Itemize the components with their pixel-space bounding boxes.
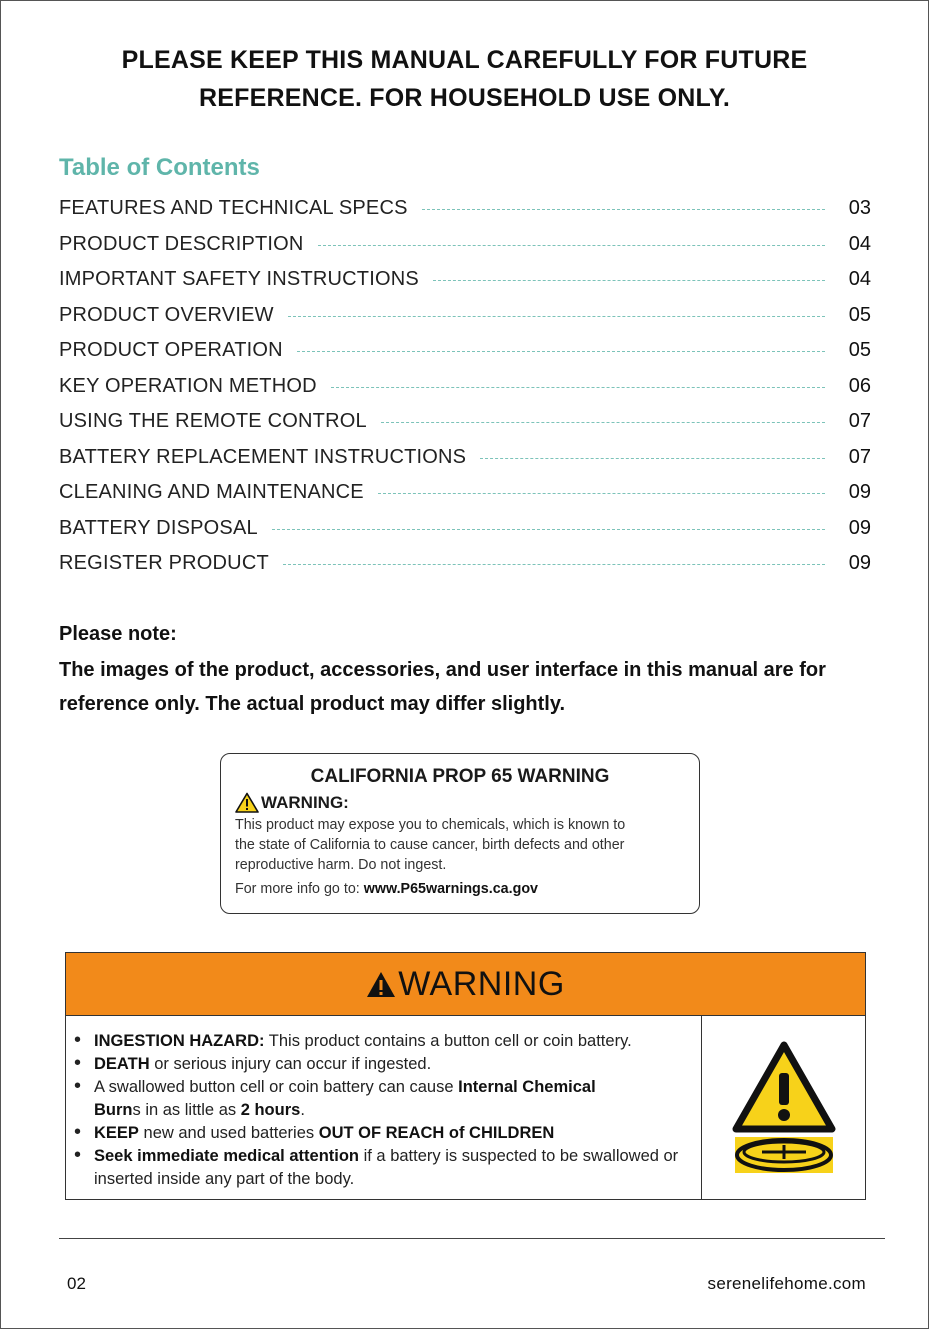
warning-item-bold: Internal Chemical xyxy=(458,1078,596,1096)
warning-item-text: or serious injury can occur if ingested. xyxy=(149,1055,432,1073)
toc-row[interactable] xyxy=(59,262,871,298)
toc-label: PRODUCT DESCRIPTION xyxy=(59,232,304,255)
warning-item-keep xyxy=(72,1122,693,1145)
warning-item-text: . xyxy=(300,1101,305,1119)
table-of-contents xyxy=(59,191,871,582)
prop65-warning-label-row xyxy=(235,792,685,813)
warning-item-text: if a battery is suspected to be swallowed or inserted inside any part of the body. xyxy=(94,1147,679,1188)
warning-item-bold: Seek immediate medical attention xyxy=(94,1147,360,1165)
prop65-more-prefix: For more info go to: xyxy=(235,881,364,897)
toc-row[interactable] xyxy=(59,369,871,405)
warning-item-bold: OUT OF REACH of CHILDREN xyxy=(318,1124,555,1142)
warning-title: WARNING xyxy=(398,964,565,1003)
toc-leader xyxy=(318,245,825,246)
warning-list xyxy=(66,1016,702,1200)
warning-item-bold: Burn xyxy=(94,1101,133,1119)
toc-label: FEATURES AND TECHNICAL SPECS xyxy=(59,197,408,220)
battery-hazard-panel xyxy=(702,1016,865,1200)
prop65-title: CALIFORNIA PROP 65 WARNING xyxy=(310,766,610,787)
toc-label: REGISTER PRODUCT xyxy=(59,552,269,575)
prop65-body-line-1: This product may expose you to chemicals, which is known to xyxy=(235,817,626,833)
toc-leader xyxy=(422,209,825,210)
toc-label: PRODUCT OPERATION xyxy=(59,339,283,362)
footer-divider xyxy=(59,1238,885,1239)
toc-row[interactable] xyxy=(59,404,871,440)
toc-leader xyxy=(272,529,825,530)
warning-item-text: A swallowed button cell or coin battery can cause xyxy=(94,1078,459,1096)
warning-item-bold: DEATH xyxy=(94,1055,150,1073)
toc-leader xyxy=(288,316,825,317)
toc-row[interactable] xyxy=(59,440,871,476)
toc-page-number: 06 xyxy=(848,374,871,397)
toc-page-number: 09 xyxy=(848,552,871,575)
prop65-warning-label: WARNING: xyxy=(261,792,349,812)
toc-leader xyxy=(331,387,825,388)
warning-item-text: s in as little as xyxy=(132,1101,241,1119)
warning-item-medical xyxy=(72,1145,693,1191)
toc-leader xyxy=(433,280,825,281)
battery-hazard-icon xyxy=(732,1041,836,1175)
note-line-1: The images of the product, accessories, and user interface in this manual are for xyxy=(59,659,826,681)
page-header xyxy=(61,41,868,117)
toc-leader xyxy=(297,351,825,352)
toc-page-number: 09 xyxy=(848,516,871,539)
header-line-1: PLEASE KEEP THIS MANUAL CAREFULLY FOR FUTURE xyxy=(121,46,808,74)
header-line-2: REFERENCE. FOR HOUSEHOLD USE ONLY. xyxy=(199,84,730,112)
warning-item-death xyxy=(72,1053,693,1076)
toc-label: IMPORTANT SAFETY INSTRUCTIONS xyxy=(59,268,419,291)
prop65-body-line-3: reproductive harm. Do not ingest. xyxy=(235,857,447,873)
toc-page-number: 05 xyxy=(848,303,871,326)
toc-row[interactable] xyxy=(59,227,871,263)
toc-page-number: 05 xyxy=(848,339,871,362)
prop65-warning-box xyxy=(220,753,700,914)
warning-item-burns xyxy=(72,1076,693,1122)
warning-banner xyxy=(66,953,865,1016)
toc-label: BATTERY REPLACEMENT INSTRUCTIONS xyxy=(59,445,467,468)
toc-row[interactable] xyxy=(59,511,871,547)
toc-page-number: 07 xyxy=(848,410,871,433)
toc-page-number: 07 xyxy=(848,445,871,468)
toc-leader xyxy=(378,493,825,494)
toc-page-number: 03 xyxy=(848,197,871,220)
toc-row[interactable] xyxy=(59,475,871,511)
prop65-url[interactable]: www.P65warnings.ca.gov xyxy=(363,881,538,897)
warning-item-text: new and used batteries xyxy=(138,1124,319,1142)
toc-title: Table of Contents xyxy=(59,154,260,181)
toc-row[interactable] xyxy=(59,298,871,334)
toc-label: KEY OPERATION METHOD xyxy=(59,374,317,397)
prop65-more-info xyxy=(235,881,685,897)
warning-item-bold: INGESTION HAZARD: xyxy=(94,1032,265,1050)
note-line-2: reference only. The actual product may differ slightly. xyxy=(59,693,566,715)
warning-triangle-icon xyxy=(235,792,259,813)
toc-row[interactable] xyxy=(59,546,871,582)
warning-item-text: This product contains a button cell or coin battery. xyxy=(264,1032,632,1050)
toc-label: USING THE REMOTE CONTROL xyxy=(59,410,367,433)
toc-leader xyxy=(381,422,825,423)
warning-item-bold: 2 hours xyxy=(240,1101,301,1119)
note-text xyxy=(59,653,879,721)
note-heading: Please note: xyxy=(59,623,177,645)
website-link[interactable]: serenelifehome.com xyxy=(707,1274,866,1293)
toc-page-number: 04 xyxy=(848,268,871,291)
prop65-body xyxy=(235,815,685,875)
toc-label: CLEANING AND MAINTENANCE xyxy=(59,481,364,504)
warning-triangle-icon xyxy=(366,971,396,998)
toc-page-number: 09 xyxy=(848,481,871,504)
warning-item-ingestion xyxy=(72,1030,693,1053)
battery-warning-box xyxy=(65,952,866,1200)
toc-page-number: 04 xyxy=(848,232,871,255)
prop65-body-line-2: the state of California to cause cancer, birth defects and other xyxy=(235,837,625,853)
toc-leader xyxy=(283,564,825,565)
toc-label: BATTERY DISPOSAL xyxy=(59,516,258,539)
warning-item-bold: KEEP xyxy=(94,1124,139,1142)
page-number: 02 xyxy=(67,1274,86,1293)
warning-body xyxy=(66,1016,865,1200)
toc-row[interactable] xyxy=(59,191,871,227)
toc-leader xyxy=(480,458,825,459)
toc-label: PRODUCT OVERVIEW xyxy=(59,303,274,326)
toc-row[interactable] xyxy=(59,333,871,369)
